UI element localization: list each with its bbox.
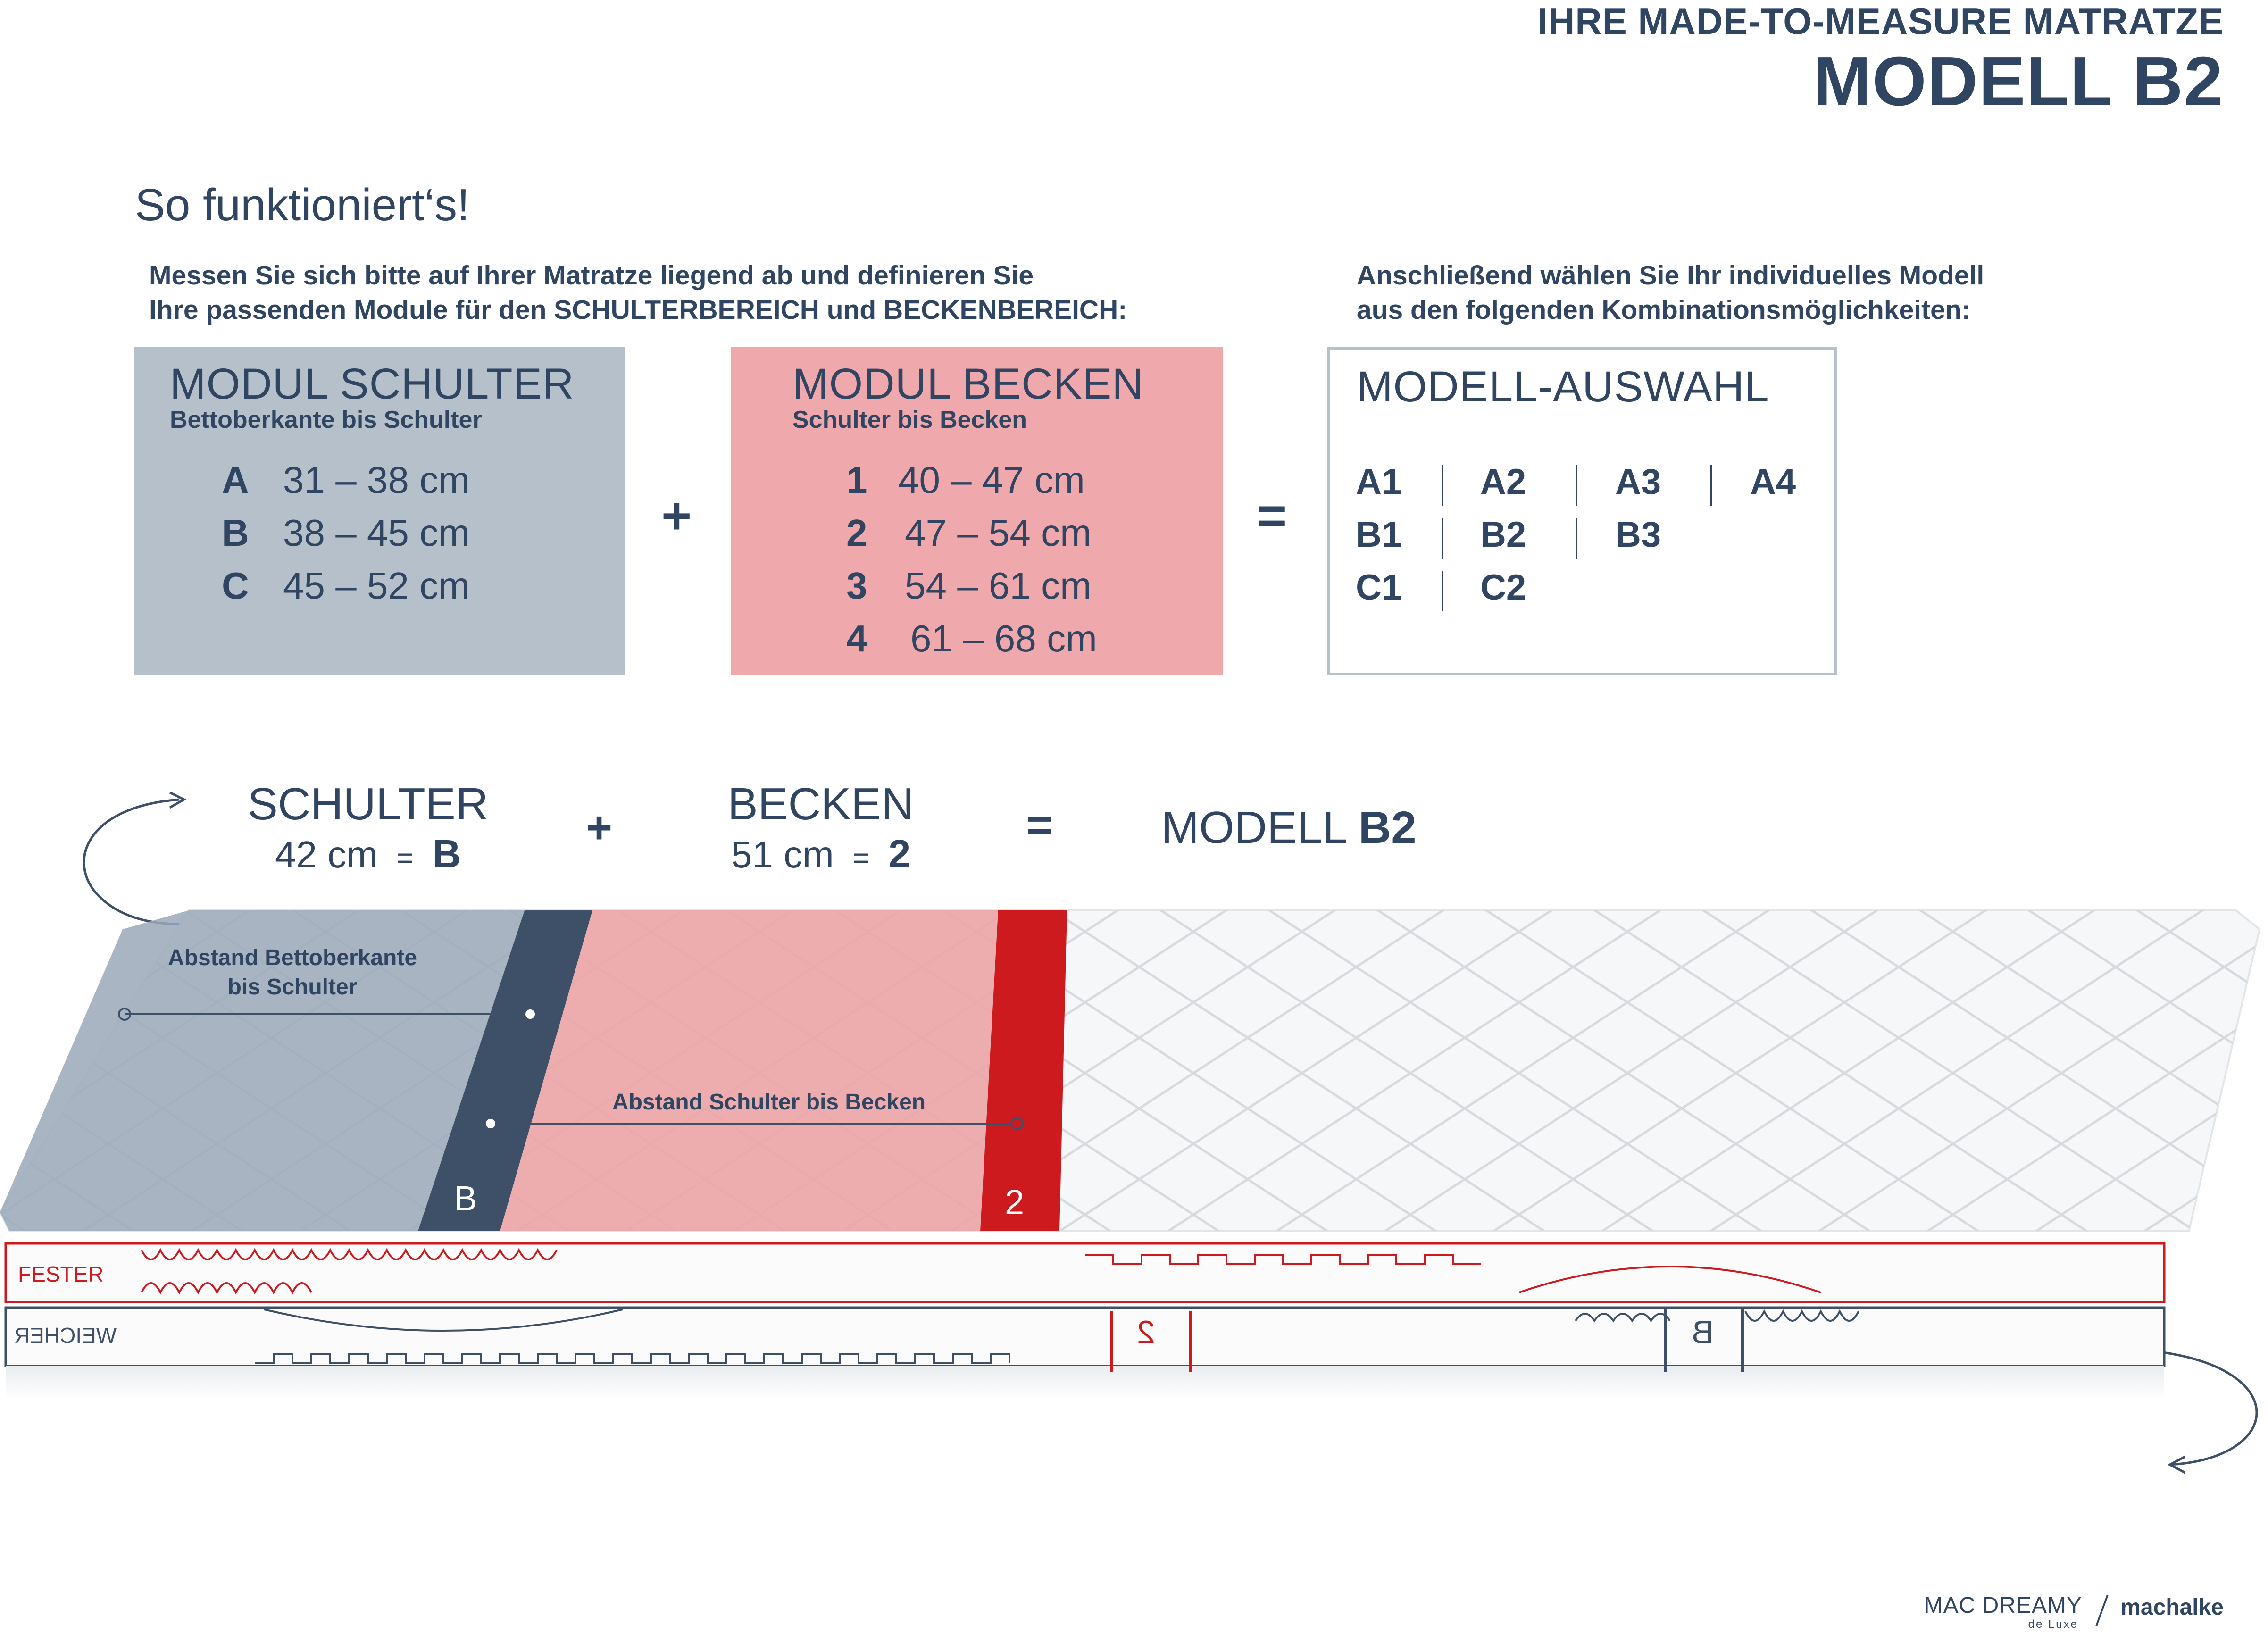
separator — [1442, 518, 1443, 559]
example-becken-code: 2 — [888, 832, 911, 876]
separator — [1442, 465, 1443, 506]
header-title: MODELL B2 — [1813, 42, 2224, 120]
model-option-a4: A4 — [1750, 462, 1796, 502]
model-option-c1: C1 — [1356, 567, 1402, 608]
model-option-b3: B3 — [1615, 515, 1661, 555]
layer-mirror-2: 2 — [1137, 1314, 1155, 1351]
example-schulter-eq: = — [397, 842, 414, 874]
modul-becken-title: MODUL BECKEN — [792, 360, 1144, 408]
soft-wave-pattern — [255, 1354, 1009, 1363]
modul-schulter-subtitle: Bettoberkante bis Schulter — [170, 406, 482, 434]
example-result-label: MODELL — [1161, 802, 1346, 853]
instruction-right-line1: Anschließend wählen Sie Ihr individuelles Modell — [1357, 260, 1984, 291]
brand-logo-sub: de Luxe — [2028, 1618, 2078, 1631]
becken-row-1 — [846, 459, 1085, 502]
label-abstand-bettoberkante — [160, 943, 425, 1002]
modul-becken-subtitle: Schulter bis Becken — [792, 406, 1027, 434]
instruction-right — [1357, 258, 1984, 327]
partner-logo: machalke — [2120, 1595, 2224, 1620]
row-range: 40 – 47 cm — [898, 459, 1085, 501]
row-range: 61 – 68 cm — [910, 617, 1097, 659]
model-option-b2: B2 — [1480, 515, 1526, 555]
example-plus: + — [586, 802, 613, 853]
row-range: 47 – 54 cm — [905, 512, 1092, 554]
plus-operator: + — [661, 487, 692, 545]
modul-schulter-box — [134, 347, 625, 675]
layer-firm-label: FESTER — [18, 1262, 104, 1286]
schulter-row-c — [222, 564, 470, 608]
zone-2-label: 2 — [1005, 1183, 1025, 1222]
row-code: 1 — [846, 459, 867, 501]
row-code: 4 — [846, 617, 867, 659]
separator — [1710, 465, 1712, 506]
row-range: 54 – 61 cm — [905, 565, 1092, 607]
modell-auswahl-box — [1327, 347, 1837, 675]
row-code: B — [222, 512, 249, 554]
becken-row-3 — [846, 564, 1092, 608]
label-abstand-schulter-becken: Abstand Schulter bis Becken — [612, 1090, 926, 1115]
zone-b-label: B — [454, 1179, 477, 1218]
brand-logo: MAC DREAMY — [1924, 1593, 2082, 1618]
row-range: 31 – 38 cm — [283, 459, 470, 501]
example-schulter-code: B — [432, 832, 461, 876]
instruction-left-line1: Messen Sie sich bitte auf Ihrer Matratze liegend ab und definieren Sie — [149, 260, 1034, 291]
row-range: 38 – 45 cm — [283, 512, 470, 554]
row-code: 3 — [846, 565, 867, 607]
model-option-a2: A2 — [1480, 462, 1526, 502]
row-code: 2 — [846, 512, 867, 554]
example-result-code: B2 — [1358, 802, 1417, 853]
equals-operator: = — [1257, 487, 1287, 545]
model-option-b1: B1 — [1356, 515, 1402, 555]
row-code: A — [222, 459, 249, 501]
schulter-row-b — [222, 511, 470, 555]
separator — [1576, 465, 1577, 506]
intro-heading: So funktioniert‘s! — [135, 180, 470, 230]
modul-schulter-title: MODUL SCHULTER — [170, 360, 575, 408]
row-range: 45 – 52 cm — [283, 565, 470, 607]
model-option-a3: A3 — [1615, 462, 1661, 502]
example-equals: = — [1026, 800, 1053, 850]
separator — [1576, 518, 1577, 559]
becken-row-4 — [846, 617, 1097, 660]
mattress-diagram — [0, 755, 2268, 1509]
label-line: Abstand Bettoberkante — [167, 945, 417, 970]
model-option-a1: A1 — [1356, 462, 1402, 502]
label-line: bis Schulter — [227, 975, 358, 1000]
layer-soft-label: WEICHER — [14, 1323, 117, 1348]
separator — [1442, 571, 1443, 611]
row-code: C — [222, 565, 249, 607]
instruction-left-line2: Ihre passenden Module für den SCHULTERBEREICH und BECKENBEREICH: — [149, 295, 1127, 325]
example-schulter-value: 42 cm — [275, 834, 378, 875]
layer-mirror-b: B — [1692, 1314, 1714, 1351]
header-subtitle: IHRE MADE-TO-MEASURE MATRATZE — [1537, 0, 2224, 42]
becken-row-2 — [846, 511, 1092, 555]
example-becken-value: 51 cm — [731, 834, 834, 875]
logo-divider — [2095, 1595, 2108, 1626]
instruction-right-line2: aus den folgenden Kombinationsmöglichkeiten: — [1357, 295, 1971, 325]
example-schulter-label: SCHULTER — [247, 779, 489, 829]
arrow-top-left-icon — [84, 792, 189, 925]
modell-auswahl-title: MODELL-AUSWAHL — [1357, 363, 1769, 411]
instruction-left — [149, 258, 1127, 327]
model-option-c2: C2 — [1480, 567, 1526, 608]
example-becken-eq: = — [853, 842, 870, 874]
schulter-row-a — [222, 459, 470, 502]
example-becken-label: BECKEN — [727, 779, 914, 829]
modul-becken-box — [731, 347, 1223, 675]
